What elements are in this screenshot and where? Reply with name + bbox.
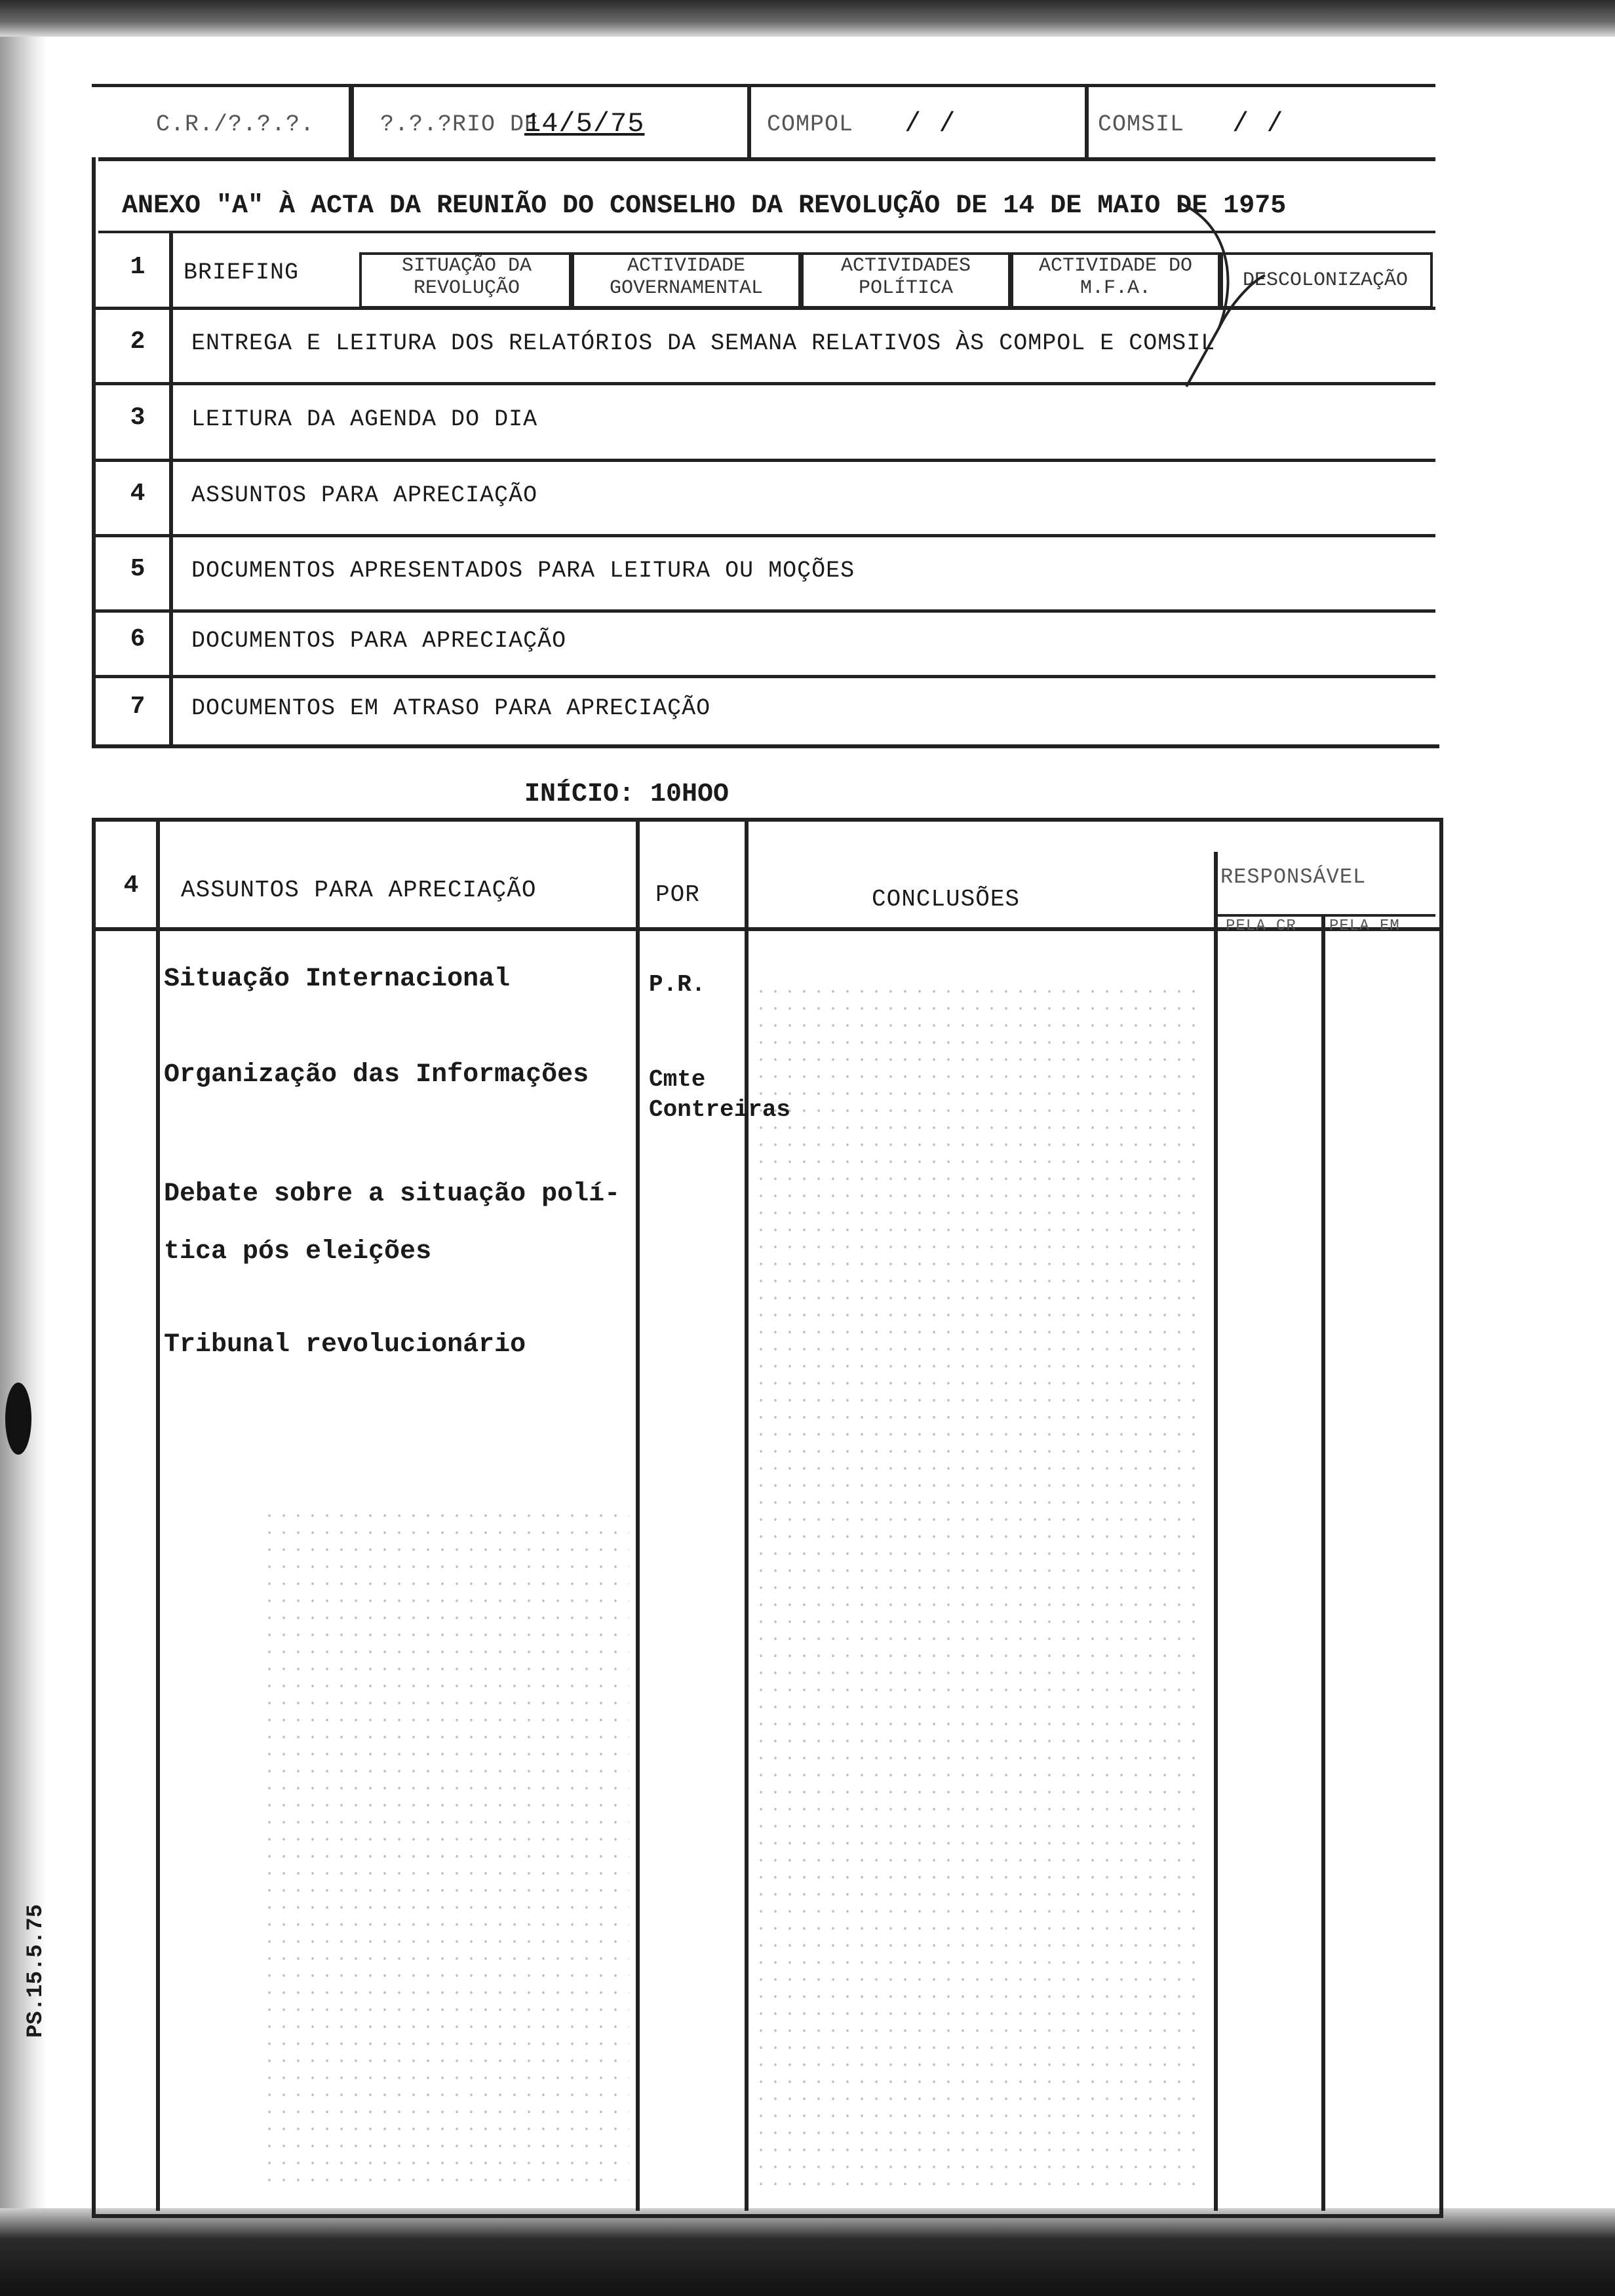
scan-bottom-edge — [0, 2208, 1615, 2296]
briefing-sub-label: SITUAÇÃO DA REVOLUÇÃO — [401, 255, 532, 299]
column-header-subject: ASSUNTOS PARA APRECIAÇÃO — [181, 877, 537, 904]
agenda-label: ?.?.?RIO DE — [380, 111, 539, 138]
document-title: ANEXO "A" À ACTA DA REUNIÃO DO CONSELHO DA REVOLUÇÃO DE 14 DE MAIO DE 1975 — [122, 191, 1287, 221]
agenda-row — [92, 609, 1435, 678]
agenda-row-number: 3 — [130, 403, 146, 432]
comsil-label: COMSIL — [1098, 111, 1185, 138]
scan-top-edge — [0, 0, 1615, 37]
agenda-row-text: LEITURA DA AGENDA DO DIA — [191, 406, 538, 432]
briefing-sub-label: ACTIVIDADES POLÍTICA — [840, 255, 971, 299]
subject-tribunal: Tribunal revolucionário — [164, 1330, 526, 1360]
agenda-row-text: DOCUMENTOS PARA APRECIAÇÃO — [191, 628, 567, 654]
by-pr: P.R. — [649, 971, 706, 998]
agenda-date: 14/5/75 — [524, 108, 645, 140]
table-column-divider — [1321, 914, 1325, 2211]
agenda-row — [92, 382, 1435, 462]
scan-noise — [754, 983, 1206, 2195]
scan-noise — [262, 1507, 629, 2195]
table-column-divider — [636, 822, 640, 2211]
header-divider — [349, 84, 354, 157]
agenda-row-number: 4 — [130, 479, 146, 508]
table-column-divider — [1214, 852, 1218, 2211]
scan-left-shadow — [0, 37, 46, 2208]
agenda-row — [92, 459, 1435, 537]
ink-blot — [5, 1383, 31, 1455]
agenda-row-text: DOCUMENTOS APRESENTADOS PARA LEITURA OU MOÇÕES — [191, 557, 855, 584]
agenda-row-number: 2 — [130, 327, 146, 356]
subject-debate-cont: tica pós eleições — [164, 1237, 432, 1267]
agenda-row-text: BRIEFING — [184, 259, 300, 286]
column-header-by: POR — [655, 881, 700, 908]
subject-debate: Debate sobre a situação polí- — [164, 1179, 621, 1209]
column-header-conclusions: CONCLUSÕES — [872, 886, 1021, 913]
briefing-sub-government — [569, 252, 804, 309]
agenda-row-number: 1 — [130, 253, 146, 281]
table-section-number: 4 — [123, 871, 139, 900]
table-column-divider — [745, 822, 749, 2211]
header-divider — [1085, 84, 1089, 157]
start-time: INÍCIO: 10HOO — [524, 780, 730, 809]
agenda-row — [92, 675, 1435, 748]
responsible-sub-border — [1214, 914, 1435, 917]
column-header-resp-cr: PELA CR — [1226, 917, 1296, 935]
agenda-row-number: 5 — [130, 554, 146, 583]
compol-date: / / — [905, 108, 956, 140]
briefing-sub-revolution — [359, 252, 574, 309]
agenda-row-text: DOCUMENTOS EM ATRASO PARA APRECIAÇÃO — [191, 695, 711, 721]
table-column-divider — [156, 822, 160, 2211]
agenda-row-text: ASSUNTOS PARA APRECIAÇÃO — [191, 482, 538, 508]
agenda-row — [92, 534, 1435, 613]
by-contreiras: Cmte Contreiras — [649, 1066, 791, 1123]
briefing-sub-label: ACTIVIDADE GOVERNAMENTAL — [609, 255, 764, 299]
agenda-row-text: ENTREGA E LEITURA DOS RELATÓRIOS DA SEMANA RELATIVOS ÀS COMPOL E COMSIL — [191, 330, 1216, 356]
comsil-date: / / — [1232, 108, 1284, 140]
agenda-row-number: 6 — [130, 625, 146, 653]
agenda-row-number: 7 — [130, 693, 146, 721]
column-header-responsible: RESPONSÁVEL — [1220, 865, 1367, 889]
column-header-resp-em: PELA EM — [1329, 917, 1400, 935]
margin-note: PS.15.5.75 — [24, 1904, 49, 2038]
header-ref: C.R./?.?.?. — [156, 111, 315, 138]
briefing-sub-label: DESCOLONIZAÇÃO — [1242, 269, 1409, 292]
compol-label: COMPOL — [767, 111, 854, 138]
header-divider — [747, 84, 751, 157]
subject-information: Organização das Informações — [164, 1060, 589, 1090]
briefing-sub-politics — [798, 252, 1013, 309]
subject-international: Situação Internacional — [164, 965, 511, 994]
briefing-sub-label: ACTIVIDADE DO M.F.A. — [1038, 255, 1193, 299]
header-top-border — [92, 84, 1435, 87]
check-mark-icon — [1167, 197, 1272, 393]
